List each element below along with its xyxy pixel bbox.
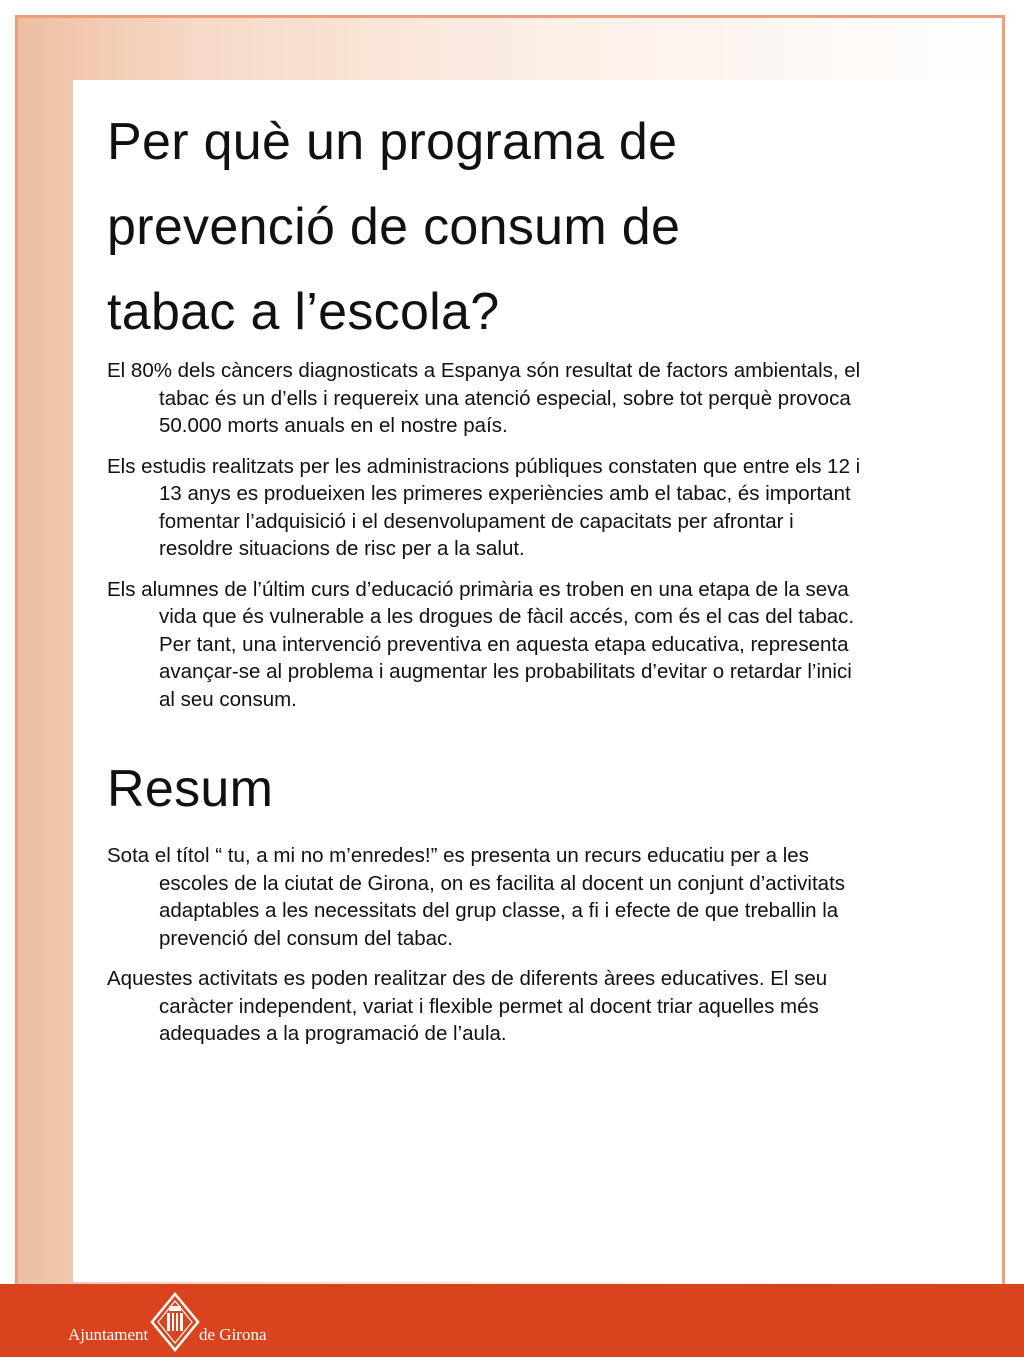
- logo-text-ajuntament: Ajuntament: [68, 1325, 149, 1344]
- paragraph-students: Els alumnes de l’últim curs d’educació primària es troben en una etapa de la seva vida que és vulnerable a les drogues de fàcil accés, com és el cas del tabac. Per tant, una intervenció preventiva en aquesta etapa educativa, representa avançar-se al problema i augmentar les probabilitats d’evitar o retardar l’inici al seu consum.: [107, 577, 855, 711]
- title-line-3: tabac a l’escola?: [107, 283, 500, 341]
- section-title-resum: Resum: [107, 760, 274, 818]
- paragraph-cancer-stats: El 80% dels càncers diagnosticats a Espanya són resultat de factors ambientals, el tabac és un d’ells i requereix una atenció especial, sobre tot perquè provoca 50.000 morts anuals en el nostre país.: [107, 359, 861, 437]
- document-body: [107, 100, 867, 1061]
- paragraph-summary: Sota el títol “ tu, a mi no m’enredes!” es presenta un recurs educatiu per a les escoles de la ciutat de Girona, on es facilita al docent un conjunt d’activitats adaptables a les necessitats del grup classe, a fi i efecte de que treballin la prevenció del consum del tabac.: [107, 844, 846, 950]
- paragraph-studies: Els estudis realitzats per les administracions públiques constaten que entre els 12 i 13 anys es produeixen les primeres experiències amb el tabac, és important fomentar l’adquisició i el desenvolupament de capacitats per afrontar i resoldre situacions de risc per a la salut.: [107, 454, 861, 560]
- title-line-2: prevenció de consum de: [107, 198, 681, 256]
- ajuntament-girona-logo: [68, 1292, 288, 1352]
- logo-text-de-girona: de Girona: [199, 1325, 267, 1344]
- paragraph-activities: Aquestes activitats es poden realitzar des de diferents àrees educatives. El seu caràcter independent, variat i flexible permet al docent triar aquelles més adequades a la programació de l’aula.: [107, 967, 828, 1045]
- section-title-why: [107, 100, 867, 355]
- girona-coat-of-arms-icon: [150, 1292, 200, 1352]
- title-line-1: Per què un programa de: [107, 113, 678, 171]
